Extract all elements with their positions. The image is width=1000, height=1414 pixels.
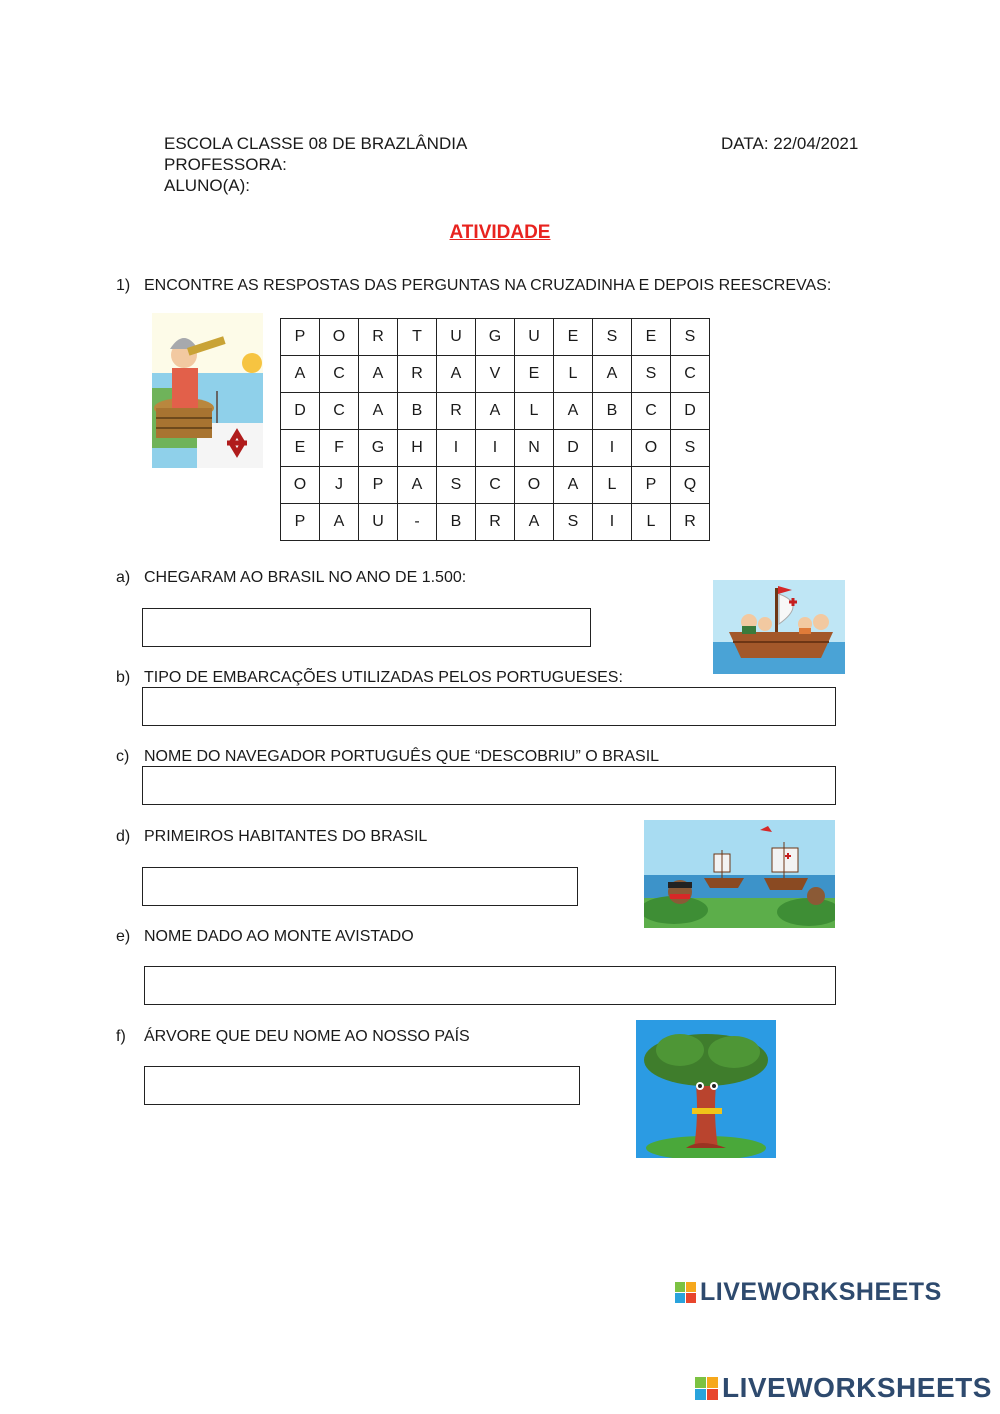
grid-cell: R — [398, 356, 437, 393]
grid-cell: E — [632, 319, 671, 356]
grid-cell: R — [359, 319, 398, 356]
grid-cell: B — [593, 393, 632, 430]
page-title: ATIVIDADE — [449, 222, 551, 243]
question-text: NOME DADO AO MONTE AVISTADO — [144, 928, 414, 945]
grid-cell: R — [671, 504, 710, 541]
grid-row — [281, 467, 710, 504]
instruction-text: ENCONTRE AS RESPOSTAS DAS PERGUNTAS NA CRUZADINHA E DEPOIS REESCREVAS: — [144, 277, 832, 294]
grid-cell: I — [593, 430, 632, 467]
grid-cell: C — [671, 356, 710, 393]
grid-cell: S — [671, 319, 710, 356]
instruction-number: 1) — [116, 277, 131, 294]
grid-cell: A — [593, 356, 632, 393]
question-letter: d) — [116, 828, 131, 845]
grid-cell: S — [554, 504, 593, 541]
liveworksheets-icon — [675, 1282, 696, 1303]
grid-cell: P — [281, 504, 320, 541]
grid-cell: F — [320, 430, 359, 467]
watermark-text: LIVEWORKSHEETS — [700, 1278, 942, 1306]
natives-caravels-image — [644, 820, 835, 928]
grid-row — [281, 504, 710, 541]
grid-cell: I — [476, 430, 515, 467]
grid-cell: L — [554, 356, 593, 393]
question-letter: a) — [116, 569, 131, 586]
question-letter: c) — [116, 748, 130, 765]
grid-cell: L — [515, 393, 554, 430]
grid-cell: A — [359, 356, 398, 393]
grid-cell: G — [359, 430, 398, 467]
grid-cell: S — [671, 430, 710, 467]
question-letter: b) — [116, 669, 131, 686]
grid-cell: S — [632, 356, 671, 393]
grid-cell: A — [437, 356, 476, 393]
grid-cell: S — [593, 319, 632, 356]
grid-cell: P — [632, 467, 671, 504]
grid-cell: G — [476, 319, 515, 356]
grid-cell: T — [398, 319, 437, 356]
grid-row — [281, 393, 710, 430]
question-text: CHEGARAM AO BRASIL NO ANO DE 1.500: — [144, 569, 467, 586]
instruction — [116, 277, 831, 295]
grid-cell: C — [320, 356, 359, 393]
grid-cell: O — [515, 467, 554, 504]
answer-input-e[interactable] — [144, 966, 836, 1005]
grid-cell: P — [359, 467, 398, 504]
word-search-grid — [280, 318, 710, 541]
question-a — [116, 569, 466, 587]
question-text: TIPO DE EMBARCAÇÕES UTILIZADAS PELOS PORTUGUESES: — [144, 669, 623, 686]
question-c — [116, 748, 659, 766]
grid-cell: C — [320, 393, 359, 430]
question-text: PRIMEIROS HABITANTES DO BRASIL — [144, 828, 428, 845]
grid-cell: U — [437, 319, 476, 356]
date-label: DATA: 22/04/2021 — [721, 134, 859, 153]
answer-input-b[interactable] — [142, 687, 836, 726]
question-letter: e) — [116, 928, 131, 945]
explorer-telescope-image — [152, 313, 263, 468]
grid-cell: Q — [671, 467, 710, 504]
grid-cell: H — [398, 430, 437, 467]
grid-cell: P — [281, 319, 320, 356]
grid-cell: E — [281, 430, 320, 467]
grid-cell: L — [593, 467, 632, 504]
teacher-label: PROFESSORA: — [164, 155, 287, 174]
grid-cell: S — [437, 467, 476, 504]
question-letter: f) — [116, 1028, 126, 1045]
grid-cell: O — [281, 467, 320, 504]
liveworksheets-logo-middle — [675, 1278, 942, 1307]
grid-cell: I — [593, 504, 632, 541]
grid-cell: E — [554, 319, 593, 356]
grid-cell: A — [359, 393, 398, 430]
grid-cell: D — [281, 393, 320, 430]
question-text: ÁRVORE QUE DEU NOME AO NOSSO PAÍS — [144, 1028, 470, 1045]
grid-cell: C — [632, 393, 671, 430]
grid-cell: D — [554, 430, 593, 467]
brazilwood-tree-image — [636, 1020, 776, 1158]
grid-cell: J — [320, 467, 359, 504]
grid-cell: O — [320, 319, 359, 356]
grid-row — [281, 319, 710, 356]
liveworksheets-logo-bottom — [695, 1372, 992, 1404]
grid-cell: A — [554, 393, 593, 430]
student-label: ALUNO(A): — [164, 176, 250, 195]
grid-cell: B — [437, 504, 476, 541]
grid-cell: U — [515, 319, 554, 356]
school-name: ESCOLA CLASSE 08 DE BRAZLÂNDIA — [164, 134, 468, 153]
watermark-text: LIVEWORKSHEETS — [722, 1372, 992, 1403]
grid-cell: L — [632, 504, 671, 541]
answer-input-c[interactable] — [142, 766, 836, 805]
grid-cell: E — [515, 356, 554, 393]
grid-cell: A — [515, 504, 554, 541]
ship-children-image — [713, 580, 845, 674]
grid-cell: A — [398, 467, 437, 504]
grid-cell: C — [476, 467, 515, 504]
grid-row — [281, 430, 710, 467]
grid-cell: A — [281, 356, 320, 393]
grid-cell: N — [515, 430, 554, 467]
grid-cell: A — [554, 467, 593, 504]
liveworksheets-icon — [695, 1377, 718, 1400]
question-b — [116, 669, 623, 687]
grid-cell: I — [437, 430, 476, 467]
question-d — [116, 828, 427, 846]
answer-input-f[interactable] — [144, 1066, 580, 1105]
grid-cell: D — [671, 393, 710, 430]
grid-cell: V — [476, 356, 515, 393]
grid-cell: R — [437, 393, 476, 430]
answer-input-a[interactable] — [142, 608, 591, 647]
grid-cell: O — [632, 430, 671, 467]
question-e — [116, 928, 414, 946]
grid-cell: - — [398, 504, 437, 541]
question-f — [116, 1028, 470, 1046]
grid-cell: B — [398, 393, 437, 430]
question-text: NOME DO NAVEGADOR PORTUGUÊS QUE “DESCOBRIU” O BRASIL — [144, 748, 660, 765]
grid-row — [281, 356, 710, 393]
grid-cell: A — [320, 504, 359, 541]
answer-input-d[interactable] — [142, 867, 578, 906]
grid-cell: R — [476, 504, 515, 541]
grid-cell: U — [359, 504, 398, 541]
grid-cell: A — [476, 393, 515, 430]
